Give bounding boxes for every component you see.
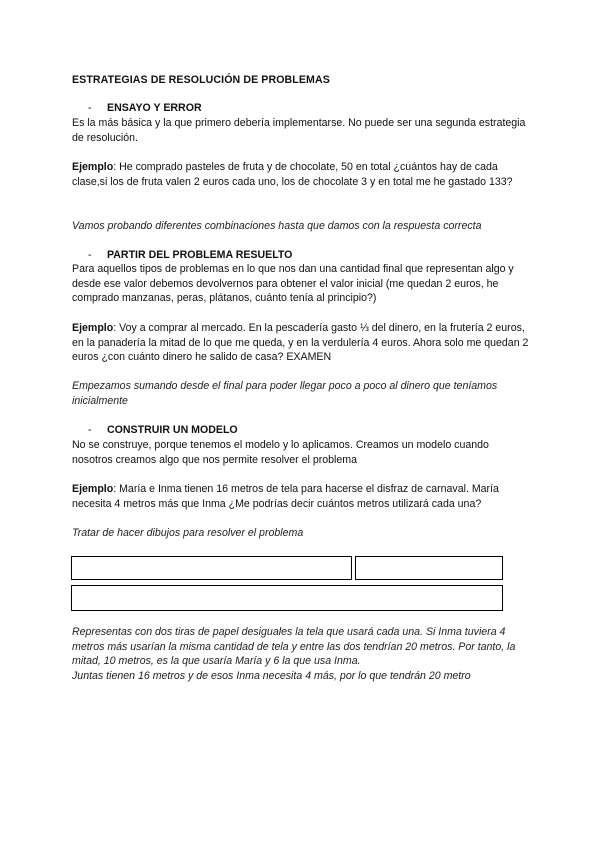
note-partir: Empezamos sumando desde el final para poder llegar poco a poco al dinero que teníamos inicialmente [72, 380, 498, 407]
example-paragraph-ensayo [72, 160, 532, 189]
section-intro-ensayo: Es la más básica y la que primero debería implementarse. No puede ser una segunda estrategia de resolución. [72, 117, 526, 144]
example-label: Ejemplo [72, 322, 114, 334]
strip-inma [71, 585, 503, 611]
heading-text: CONSTRUIR UN MODELO [107, 424, 238, 436]
strip-maria-part-b [355, 556, 503, 580]
page-title: ESTRATEGIAS DE RESOLUCIÓN DE PROBLEMAS [72, 74, 330, 86]
example-label: Ejemplo [72, 161, 114, 173]
note-ensayo: Vamos probando diferentes combinaciones hasta que damos con la respuesta correcta [72, 220, 482, 232]
final-explanation: Representas con dos tiras de papel desiguales la tela que usará cada una. Si Inma tuviera 4 metros más usarían la misma cantidad de tela y entre las dos tendrían 20 metros. Por tanto, la mitad, 10 metros, es la que usaría María y 6 la que usa Inma. [72, 626, 516, 668]
heading-text: PARTIR DEL PROBLEMA RESUELTO [107, 249, 293, 261]
example-paragraph-partir [72, 321, 532, 365]
bullet-dash: - [88, 424, 92, 436]
example-label: Ejemplo [72, 483, 114, 495]
note-modelo: Tratar de hacer dibujos para resolver el problema [72, 527, 304, 539]
bullet-dash: - [88, 102, 92, 114]
final-explanation-2: Juntas tienen 16 metros y de esos Inma necesita 4 más, por lo que tendrán 20 metro [72, 670, 471, 682]
section-heading-partir [88, 248, 548, 263]
example-paragraph-modelo [72, 482, 532, 511]
strip-maria-part-a [71, 556, 352, 580]
section-intro-partir: Para aquellos tipos de problemas en lo que nos dan una cantidad final que representan algo y desde ese valor debemos devolvernos para obtener el valor inicial (me quedan 2 euros, he comprado manzanas, peras, plátanos, cuánto tenía al principio?) [72, 263, 514, 305]
bullet-dash: - [88, 249, 92, 261]
heading-text: ENSAYO Y ERROR [107, 102, 202, 114]
section-heading-ensayo [88, 101, 548, 116]
example-text: : He comprado pasteles de fruta y de chocolate, 50 en total ¿cuántos hay de cada clase,si los de fruta valen 2 euros cada uno, los de chocolate 3 y en total me he gastado 133? [72, 161, 513, 188]
example-text: : María e Inma tienen 16 metros de tela para hacerse el disfraz de carnaval. María necesita 4 metros más que Inma ¿Me podrías decir cuántos metros utilizará cada una? [72, 483, 499, 510]
section-intro-modelo: No se construye, porque tenemos el modelo y lo aplicamos. Creamos un modelo cuando nosotros creamos algo que nos permite resolver el problema [72, 439, 489, 466]
example-text: : Voy a comprar al mercado. En la pescadería gasto ⅓ del dinero, en la frutería 2 euros, en la panadería la mitad de lo que me queda, y en la verdulería 4 euros. Ahora solo me quedan 2 euros ¿con cuánto dinero he salido de casa? EXAMEN [72, 322, 529, 364]
section-heading-modelo [88, 423, 548, 438]
